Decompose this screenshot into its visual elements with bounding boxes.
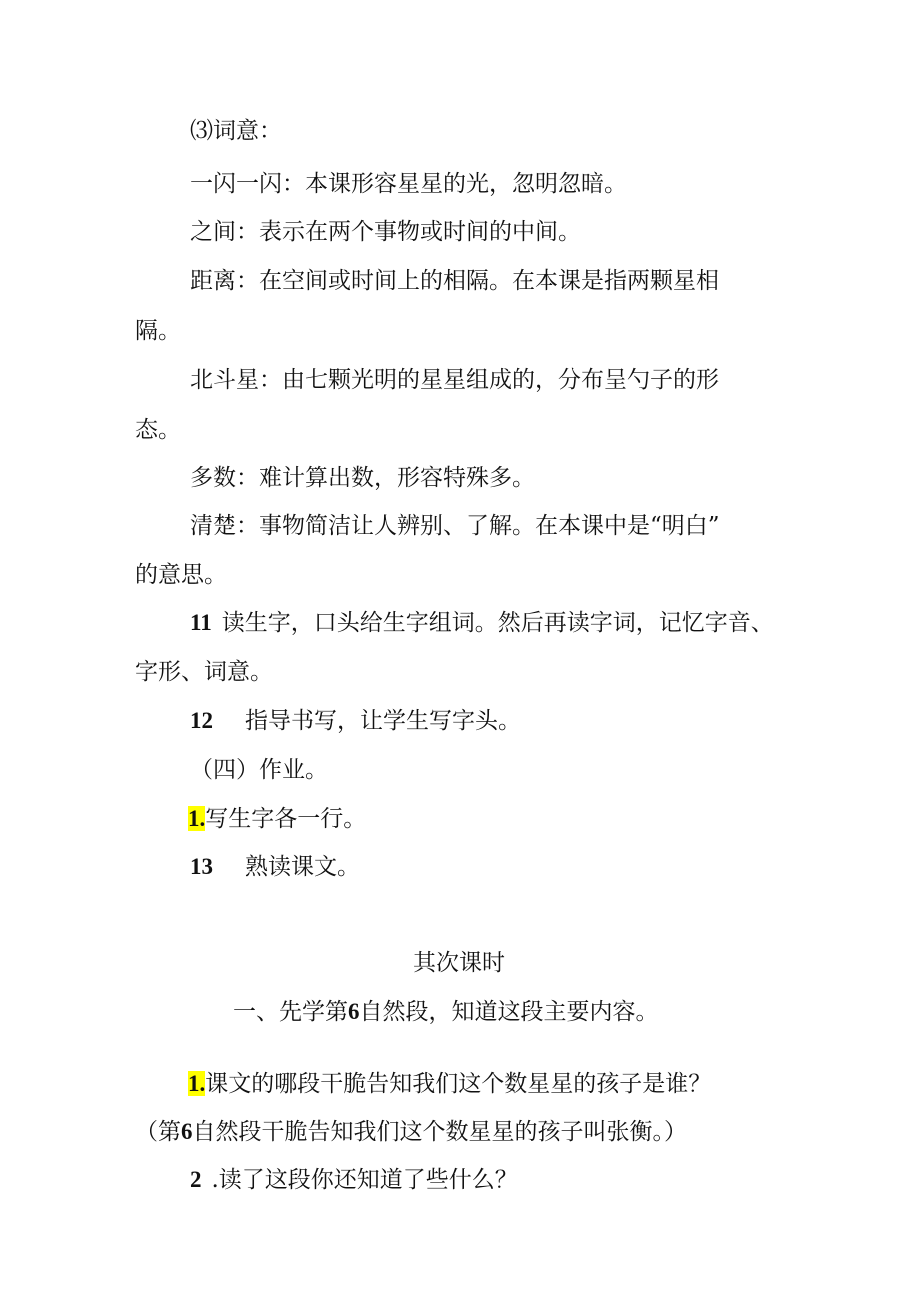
paragraph-homework-1 — [188, 804, 366, 834]
question-text: .读了这段你还知道了些什么？ — [211, 1167, 518, 1193]
highlighted-step-number: 1. — [188, 806, 206, 831]
paragraph-duoshu: 多数：难计算出数，形容特殊多。 — [190, 465, 535, 491]
paragraph-answer-1 — [135, 1117, 687, 1147]
highlighted-step-number: 1. — [188, 1071, 206, 1096]
paragraph-beidouxing-line2: 态。 — [135, 417, 181, 443]
section-text-post: 自然段，知道这段主要内容。 — [359, 999, 659, 1025]
paragraph-word-meaning-heading: ⑶词意： — [190, 118, 282, 144]
paragraph-step-11-line1 — [190, 608, 774, 638]
paragraph-number: 6 — [348, 999, 360, 1024]
paragraph-step-12 — [190, 706, 521, 736]
paragraph-question-2 — [190, 1165, 518, 1195]
answer-text-post: 自然段干脆告知我们这个数星星的孩子叫张衡。） — [192, 1119, 687, 1145]
step-number: 2 — [190, 1167, 202, 1192]
section-text-pre: 一、先学第 — [233, 999, 348, 1025]
paragraph-section-one — [233, 997, 659, 1027]
paragraph-question-1 — [188, 1069, 711, 1099]
step-number: 13 — [190, 854, 213, 879]
paragraph-juli-line1: 距离：在空间或时间上的相隔。在本课是指两颗星相 — [190, 268, 719, 294]
step-text: 写生字各一行。 — [205, 806, 367, 832]
step-text: 熟读课文。 — [245, 854, 360, 880]
paragraph-zhijian: 之间：表示在两个事物或时间的中间。 — [190, 219, 581, 245]
paragraph-beidouxing-line1: 北斗星：由七颗光明的星星组成的，分布呈勺子的形 — [190, 367, 719, 393]
paragraph-step-11-line2: 字形、词意。 — [135, 659, 273, 685]
paragraph-yishanyishan: 一闪一闪：本课形容星星的光，忽明忽暗。 — [190, 171, 627, 197]
step-number: 12 — [190, 708, 213, 733]
paragraph-step-13 — [190, 852, 360, 882]
paragraph-qingchu-line2: 的意思。 — [135, 562, 227, 588]
paragraph-homework-heading: （四）作业。 — [190, 757, 328, 783]
paragraph-number: 6 — [181, 1119, 193, 1144]
paragraph-qingchu-line1: 清楚：事物简洁让人辨别、了解。在本课中是“明白” — [190, 513, 720, 539]
step-text: 读生字，口头给生字组词。然后再读字词，记忆字音、 — [221, 610, 774, 636]
answer-text-pre: （第 — [135, 1119, 181, 1145]
step-text: 指导书写，让学生写字头。 — [245, 708, 521, 734]
section-heading: 其次课时 — [413, 950, 505, 976]
question-text: 课文的哪段干脆告知我们这个数星星的孩子是谁？ — [205, 1071, 712, 1097]
paragraph-juli-line2: 隔。 — [135, 318, 181, 344]
step-number: 11 — [190, 610, 212, 635]
